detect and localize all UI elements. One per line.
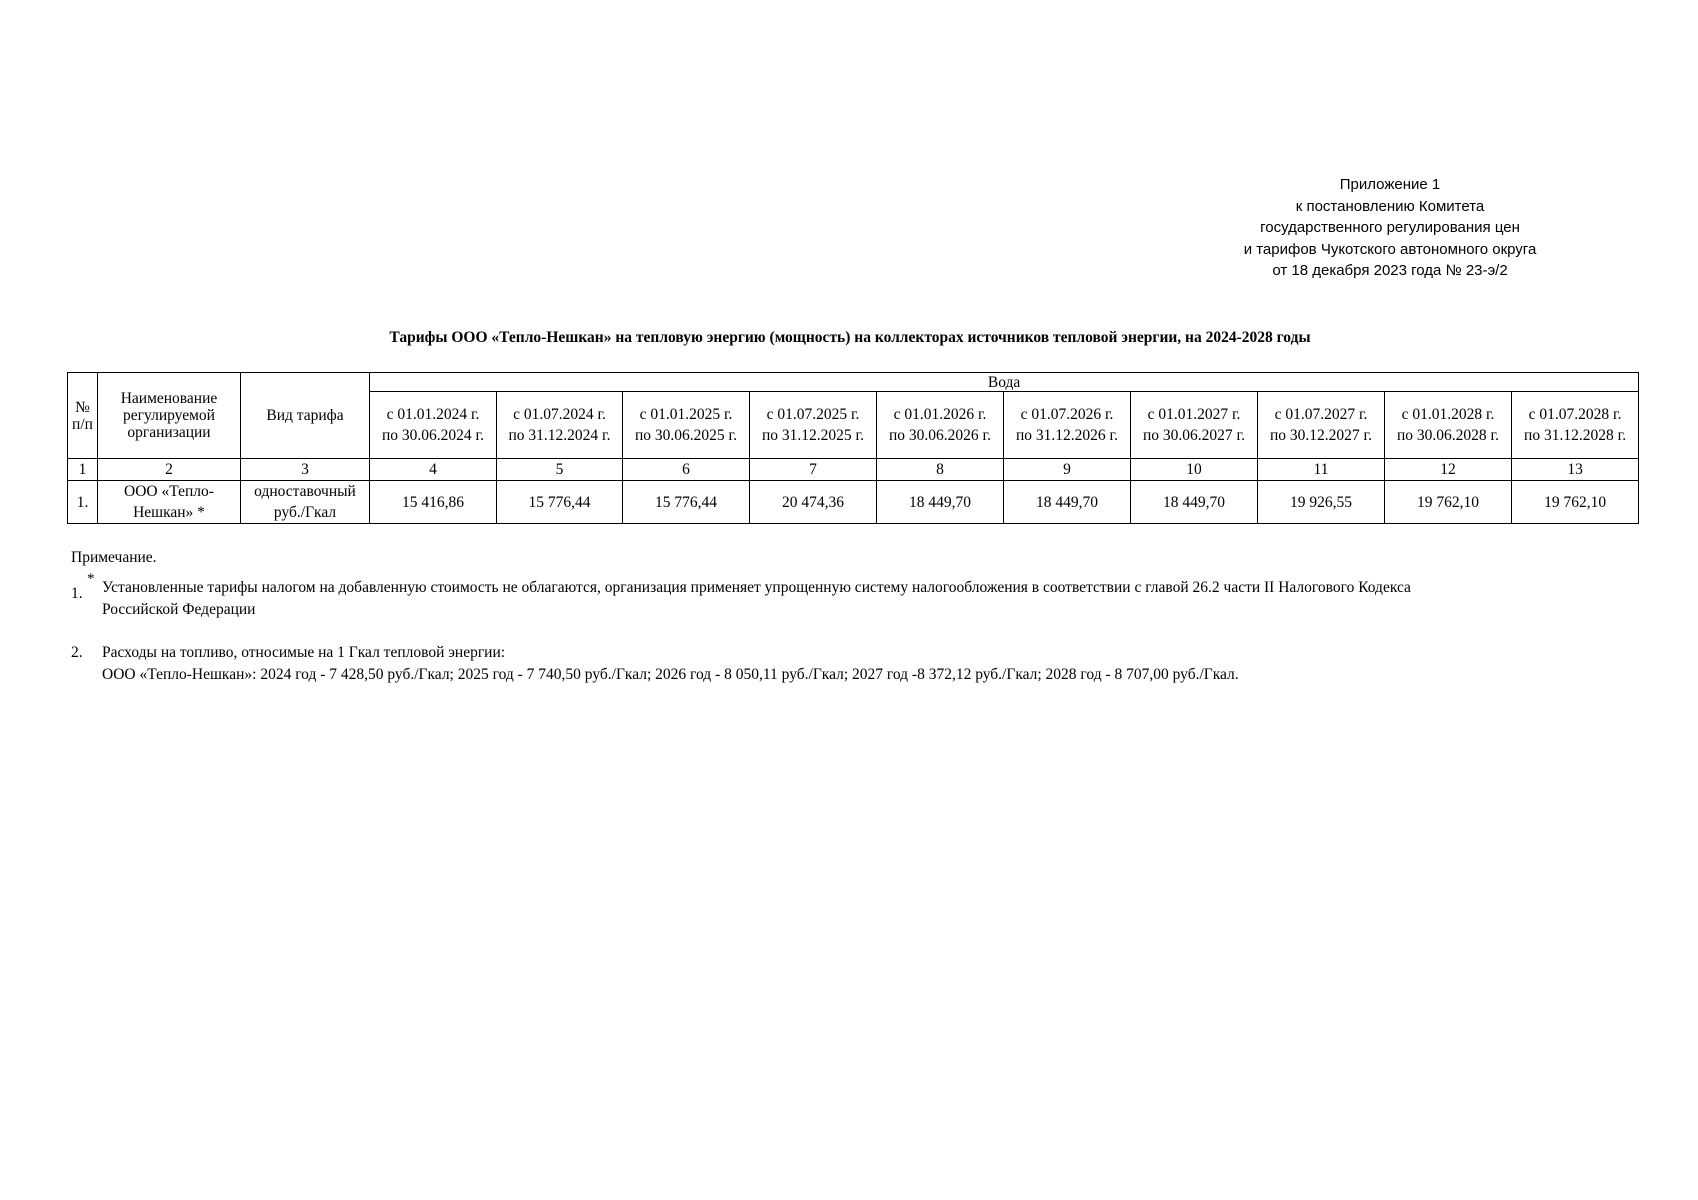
column-number: 10 <box>1131 459 1258 481</box>
column-number: 9 <box>1004 459 1131 481</box>
column-number-row <box>68 459 1639 481</box>
period-from: с 01.01.2026 г. <box>893 406 987 423</box>
period-header <box>1385 392 1512 459</box>
column-number: 8 <box>877 459 1004 481</box>
period-from: с 01.01.2025 г. <box>639 406 733 423</box>
period-header <box>370 392 497 459</box>
period-header <box>1258 392 1385 459</box>
header-org-line: Наименование <box>120 390 218 407</box>
header-num-line: п/п <box>72 415 93 433</box>
notes-heading: Примечание. <box>71 549 157 566</box>
org-line: Нешкан» * <box>133 504 205 521</box>
note-number: 1. <box>71 585 83 602</box>
org-line: ООО «Тепло- <box>124 483 214 500</box>
approval-line: от 18 декабря 2023 года № 23-э/2 <box>1272 262 1508 279</box>
period-header <box>497 392 623 459</box>
column-number: 2 <box>98 459 241 481</box>
period-header <box>750 392 877 459</box>
header-vid: Вид тарифа <box>241 373 370 459</box>
column-number: 11 <box>1258 459 1385 481</box>
period-from: с 01.07.2026 г. <box>1020 406 1114 423</box>
period-from: с 01.01.2024 г. <box>386 406 480 423</box>
tariff-value: 19 926,55 <box>1258 481 1385 524</box>
approval-line: и тарифов Чукотского автономного округа <box>1243 240 1537 258</box>
approval-line: Приложение 1 <box>1339 176 1441 193</box>
period-to: по 30.06.2026 г. <box>888 427 992 444</box>
period-to: по 31.12.2028 г. <box>1524 427 1627 444</box>
row-tariff-type <box>241 481 370 524</box>
period-to: по 30.06.2025 г. <box>634 427 738 444</box>
note-line: Расходы на топливо, относимые на 1 Гкал тепловой энергии: <box>102 644 506 661</box>
period-from: с 01.01.2027 г. <box>1147 406 1241 423</box>
period-header <box>1512 392 1639 459</box>
header-org <box>98 373 241 459</box>
header-org-line: регулируемой <box>123 407 215 424</box>
period-to: по 30.12.2027 г. <box>1269 427 1373 444</box>
column-number: 4 <box>370 459 497 481</box>
approval-line: государственного регулирования цен <box>1260 219 1520 236</box>
period-header <box>877 392 1004 459</box>
note-number: 2. <box>71 644 83 661</box>
tariff-value: 15 776,44 <box>623 481 750 524</box>
notes-section <box>71 547 1631 686</box>
note-asterisk: * <box>87 571 95 587</box>
header-num <box>68 373 98 459</box>
period-to: по 30.06.2024 г. <box>381 427 485 444</box>
tariff-table <box>67 372 1639 524</box>
document-title: Тарифы ООО «Тепло-Нешкан» на тепловую энергию (мощность) на коллекторах источников тепловой энергии, на 2024-2028 годы <box>389 329 1311 346</box>
header-org-line: организации <box>127 424 211 441</box>
column-number: 1 <box>68 459 98 481</box>
column-number: 3 <box>241 459 370 481</box>
header-row <box>68 373 1639 392</box>
tariff-value: 15 776,44 <box>497 481 623 524</box>
note-line: ООО «Тепло-Нешкан»: 2024 год - 7 428,50 руб./Гкал; 2025 год - 7 740,50 руб./Гкал; 2026 год - 8 050,11 руб./Гкал; 2027 год -8 372,12 руб./Гкал; 2028 год - 8 707,00 руб./Гкал. <box>102 666 1239 683</box>
note-line: Российской Федерации <box>102 601 256 618</box>
approval-block <box>1200 174 1580 282</box>
column-number: 13 <box>1512 459 1639 481</box>
period-header <box>623 392 750 459</box>
row-organization <box>98 481 241 524</box>
tariff-value: 18 449,70 <box>1131 481 1258 524</box>
tariff-value: 18 449,70 <box>877 481 1004 524</box>
tariff-value: 19 762,10 <box>1512 481 1639 524</box>
note-line: Установленные тарифы налогом на добавленную стоимость не облагаются, организация применяет упрощенную систему налогообложения в соответствии с главой 26.2 части II Налогового Кодекса <box>102 579 1411 596</box>
period-to: по 31.12.2025 г. <box>761 427 865 444</box>
column-number: 12 <box>1385 459 1512 481</box>
header-group-voda: Вода <box>370 373 1639 392</box>
tariff-type-line: руб./Гкал <box>273 504 337 521</box>
header-num-line: № <box>75 398 90 416</box>
table-row <box>68 481 1639 524</box>
column-number: 5 <box>497 459 623 481</box>
approval-line: к постановлению Комитета <box>1295 197 1485 215</box>
tariff-value: 19 762,10 <box>1385 481 1512 524</box>
period-to: по 31.12.2024 г. <box>508 427 611 444</box>
tariff-value: 18 449,70 <box>1004 481 1131 524</box>
period-header <box>1131 392 1258 459</box>
tariff-type-line: одноставочный <box>254 483 356 500</box>
column-number: 6 <box>623 459 750 481</box>
period-to: по 30.06.2027 г. <box>1142 427 1246 444</box>
period-from: с 01.07.2028 г. <box>1528 406 1622 423</box>
tariff-value: 20 474,36 <box>750 481 877 524</box>
period-header <box>1004 392 1131 459</box>
period-to: по 30.06.2028 г. <box>1396 427 1500 444</box>
column-number: 7 <box>750 459 877 481</box>
period-from: с 01.01.2028 г. <box>1401 406 1495 423</box>
note-item <box>71 571 1631 621</box>
period-from: с 01.07.2024 г. <box>513 406 606 423</box>
period-from: с 01.07.2027 г. <box>1274 406 1368 423</box>
period-from: с 01.07.2025 г. <box>766 406 860 423</box>
tariff-value: 15 416,86 <box>370 481 497 524</box>
row-number: 1. <box>68 481 98 524</box>
period-to: по 31.12.2026 г. <box>1015 427 1119 444</box>
note-item <box>71 642 1631 686</box>
